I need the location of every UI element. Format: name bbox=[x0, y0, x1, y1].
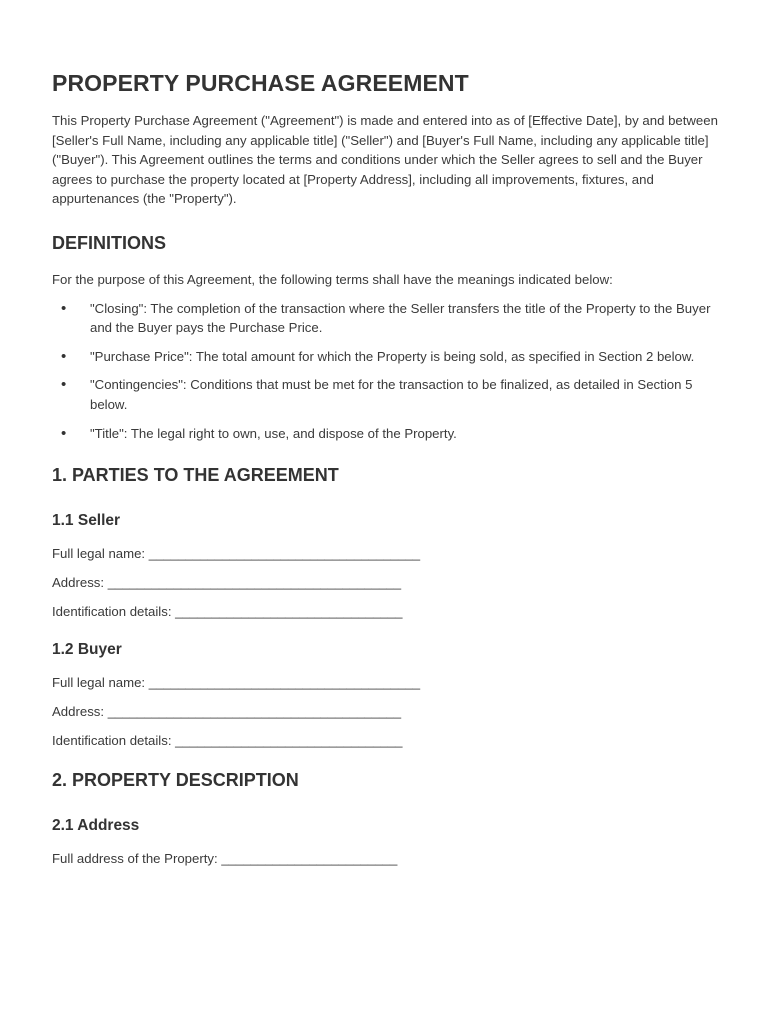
seller-address-field[interactable]: Address: ________________________________________ bbox=[52, 575, 402, 591]
buyer-fields bbox=[52, 673, 718, 751]
list-item bbox=[52, 347, 718, 367]
buyer-identification-field[interactable]: Identification details: _______________________________ bbox=[52, 733, 403, 749]
list-item bbox=[52, 375, 718, 414]
list-item bbox=[52, 424, 718, 444]
definition-text: "Contingencies": Conditions that must be met for the transaction to be finalized, as detailed in Section 5 below. bbox=[90, 377, 693, 412]
list-item bbox=[52, 299, 718, 338]
address-heading: 2.1 Address bbox=[52, 816, 140, 834]
definition-text: "Purchase Price": The total amount for which the Property is being sold, as specified in Section 2 below. bbox=[90, 348, 695, 364]
definition-text: "Closing": The completion of the transaction where the Seller transfers the title of the Property to the Buyer and the Buyer pays the Purchase Price. bbox=[90, 300, 711, 336]
document-title: PROPERTY PURCHASE AGREEMENT bbox=[52, 70, 469, 96]
seller-identification-field[interactable]: Identification details: _______________________________ bbox=[52, 604, 403, 620]
buyer-address-field[interactable]: Address: ________________________________________ bbox=[52, 704, 402, 719]
section-2-heading: 2. PROPERTY DESCRIPTION bbox=[52, 769, 299, 790]
buyer-heading: 1.2 Buyer bbox=[52, 640, 122, 658]
definitions-list bbox=[52, 299, 718, 444]
seller-fields bbox=[52, 544, 718, 622]
bullet-icon: • bbox=[61, 376, 67, 394]
seller-heading: 1.1 Seller bbox=[52, 512, 121, 530]
definitions-heading: DEFINITIONS bbox=[52, 232, 167, 253]
bullet-icon: • bbox=[61, 347, 67, 365]
section-1-heading: 1. PARTIES TO THE AGREEMENT bbox=[52, 465, 339, 486]
bullet-icon: • bbox=[61, 299, 67, 317]
definition-text: "Title": The legal right to own, use, and dispose of the Property. bbox=[90, 425, 457, 441]
definitions-lead: For the purpose of this Agreement, the following terms shall have the meanings indicated below: bbox=[52, 271, 613, 287]
buyer-full-name-field[interactable]: Full legal name: _____________________________________ bbox=[52, 674, 421, 690]
intro-paragraph: This Property Purchase Agreement ("Agreement") is made and entered into as of [Effective Date], by and between [Seller's Full Name, including any applicable title] ("Seller") and [Buyer's Full Name, including any applicable title] ("Buyer"). This Agreement outlines the terms and conditions under which the Seller agrees to sell and the Buyer agrees to purchase the property located at [Property Address], including all improvements, fixtures, and appurtenances (the "Property"). bbox=[52, 113, 718, 207]
property-address-field[interactable]: Full address of the Property: ________________________ bbox=[52, 850, 398, 866]
bullet-icon: • bbox=[61, 424, 67, 442]
seller-full-name-field[interactable]: Full legal name: _____________________________________ bbox=[52, 546, 421, 562]
